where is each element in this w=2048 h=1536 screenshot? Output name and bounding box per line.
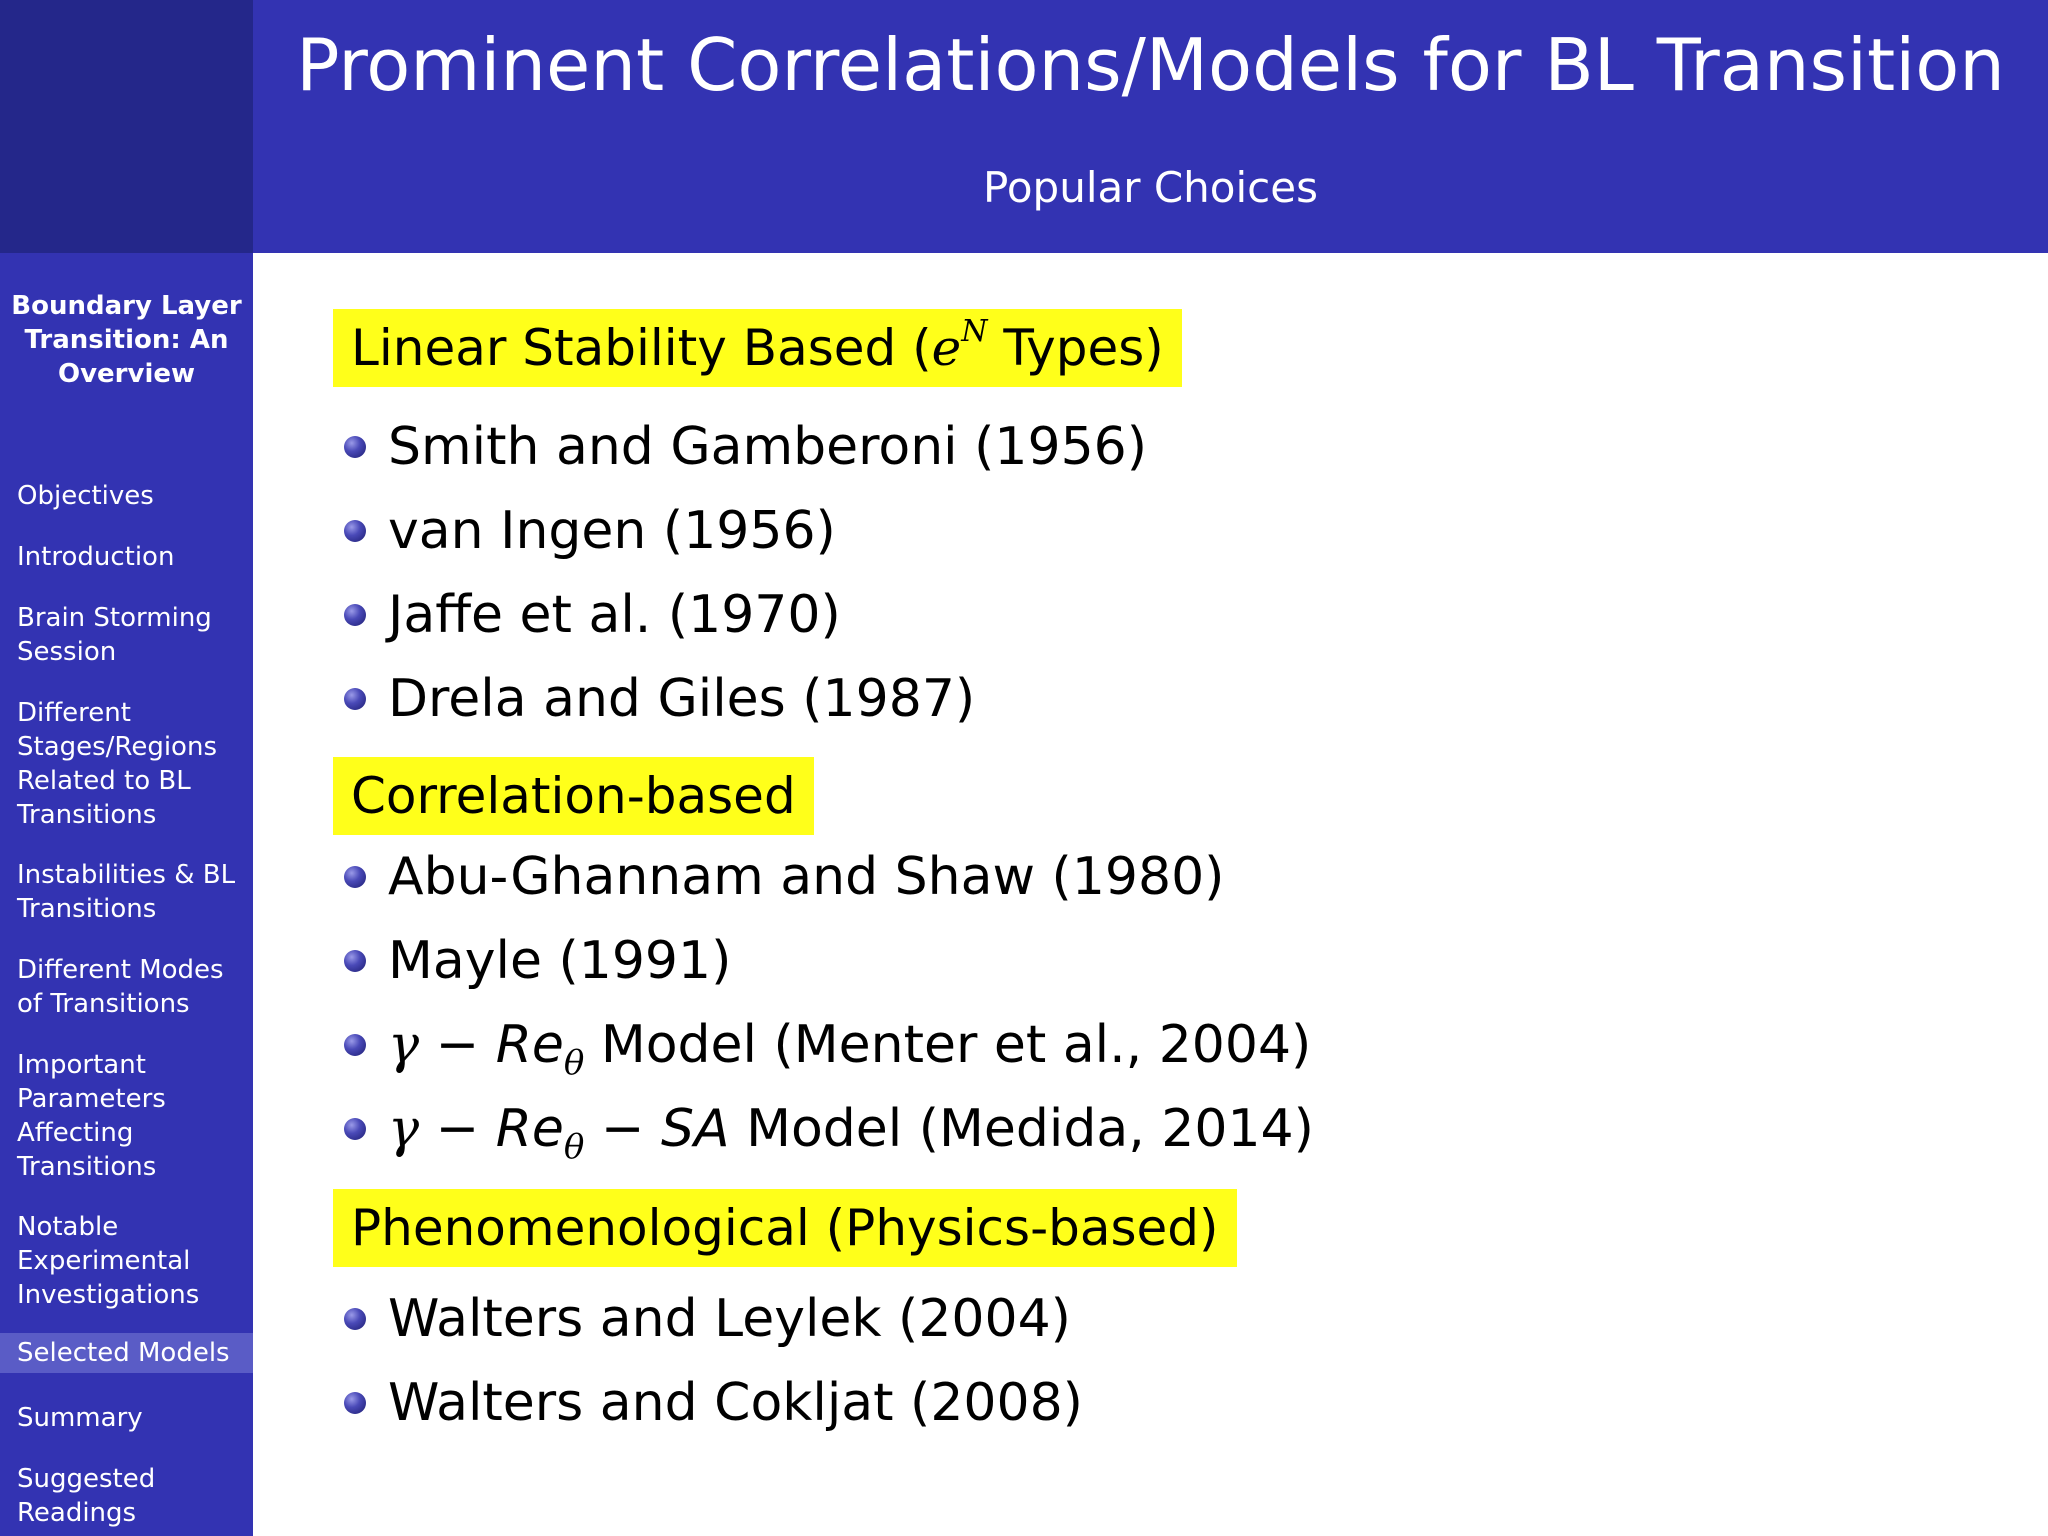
math-re: Re	[495, 1099, 564, 1159]
sidebar-item-objectives[interactable]: Objectives	[17, 481, 154, 511]
header-corner	[0, 0, 253, 253]
list-item: Jaffe et al. (1970)	[388, 583, 841, 647]
list-item-gamma-re-theta: $\gamma - Re_\theta$ Model (Menter et al., 2004)	[388, 1013, 1311, 1077]
bullet-icon	[344, 1034, 366, 1056]
sidebar-item-selected-models[interactable]: Selected Models	[0, 1333, 253, 1373]
sidebar-item-introduction[interactable]: Introduction	[17, 542, 175, 572]
section-heading-phenomenological: Phenomenological (Physics-based)	[333, 1189, 1237, 1267]
slide-content	[253, 253, 2048, 1536]
list-item: Walters and Cokljat (2008)	[388, 1371, 1083, 1435]
list-item: Smith and Gamberoni (1956)	[388, 415, 1147, 479]
math-e: e	[931, 319, 962, 377]
math-subscript-theta: θ	[563, 1043, 585, 1083]
list-item: Abu-Ghannam and Shaw (1980)	[388, 845, 1224, 909]
sidebar-item-instabilities[interactable]: Instabilities & BL Transitions	[17, 860, 236, 924]
slide-title: Prominent Correlations/Models for BL Transition	[296, 23, 2005, 107]
sidebar-item-suggested-readings[interactable]: Suggested Readings	[17, 1464, 156, 1528]
list-item: Walters and Leylek (2004)	[388, 1287, 1071, 1351]
list-item: Drela and Giles (1987)	[388, 667, 975, 731]
sidebar-item-notable-experimental[interactable]: Notable Experimental Investigations	[17, 1212, 200, 1310]
deck-title: Boundary Layer Transition: An Overview	[11, 291, 242, 389]
sidebar-item-important-parameters[interactable]: Important Parameters Affecting Transitions	[17, 1050, 166, 1182]
bullet-icon	[344, 950, 366, 972]
sidebar-item-different-modes[interactable]: Different Modes of Transitions	[17, 955, 224, 1019]
bullet-icon	[344, 688, 366, 710]
section-heading-text: Linear Stability Based (	[351, 319, 932, 377]
bullet-icon	[344, 520, 366, 542]
math-superscript-n: N	[961, 314, 988, 350]
math-subscript-theta: θ	[563, 1127, 585, 1167]
list-item: van Ingen (1956)	[388, 499, 836, 563]
slide-subtitle: Popular Choices	[983, 163, 1318, 212]
math-gamma: γ	[388, 1015, 420, 1075]
sidebar-item-summary[interactable]: Summary	[17, 1403, 143, 1433]
slide-header	[253, 0, 2048, 253]
math-re: Re	[495, 1015, 564, 1075]
sidebar-item-brain-storming-session[interactable]: Brain Storming Session	[17, 603, 212, 667]
sidebar	[0, 253, 253, 1536]
bullet-icon	[344, 436, 366, 458]
math-sa: SA	[660, 1099, 730, 1159]
bullet-icon	[344, 1392, 366, 1414]
section-heading-correlation-based: Correlation-based	[333, 757, 814, 835]
math-gamma: γ	[388, 1099, 420, 1159]
list-item-gamma-re-theta-sa: $\gamma - Re_\theta$ − SA Model (Medida, 2014)	[388, 1097, 1314, 1161]
section-heading-linear-stability	[333, 309, 1182, 387]
sidebar-item-different-stages-regions[interactable]: Different Stages/Regions Related to BL Transitions	[17, 698, 217, 830]
bullet-icon	[344, 604, 366, 626]
list-item: Mayle (1991)	[388, 929, 731, 993]
bullet-icon	[344, 1118, 366, 1140]
section-heading-text: Types)	[987, 319, 1164, 377]
bullet-icon	[344, 866, 366, 888]
bullet-icon	[344, 1308, 366, 1330]
